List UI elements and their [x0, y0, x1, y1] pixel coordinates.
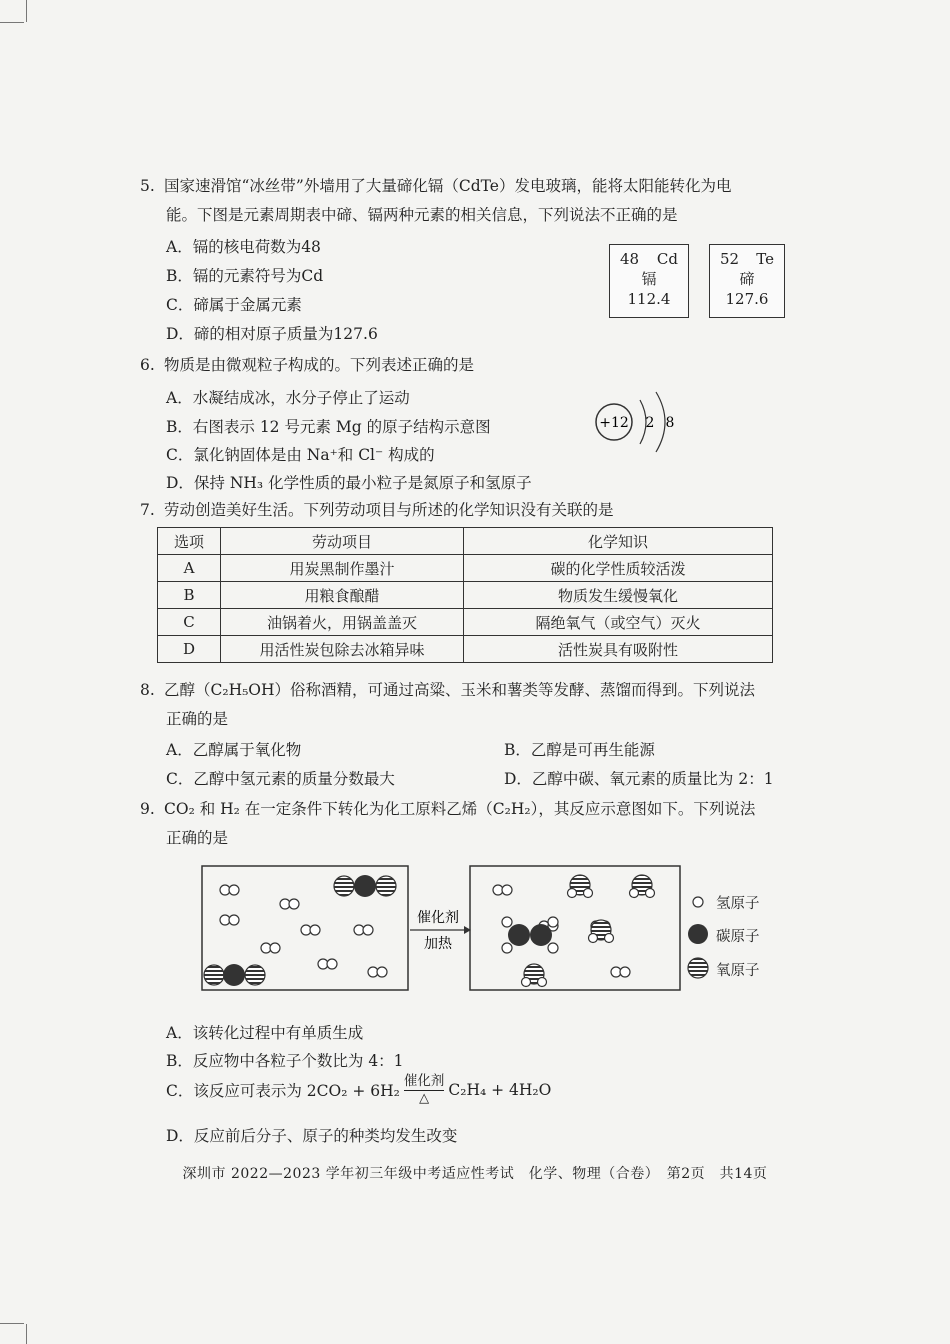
crop-mark: [26, 0, 27, 22]
q5-option-d: D．碲的相对原子质量为127.6: [166, 325, 378, 343]
table-row: [158, 636, 773, 663]
legend-hydrogen-symbol: [693, 897, 703, 907]
table-header: 劳动项目: [221, 528, 464, 555]
question-9-stem-cont: 正确的是: [166, 829, 229, 847]
table-row: [158, 582, 773, 609]
arrow-condition-top: 催化剂: [417, 910, 459, 926]
q5-option-c: C．碲属于金属元素: [166, 296, 302, 314]
q9-option-d: D．反应前后分子、原子的种类均发生改变: [166, 1127, 458, 1145]
table-cell: 活性炭具有吸附性: [464, 636, 773, 663]
q7-table: [157, 527, 773, 663]
atomic-mass: 127.6: [725, 290, 769, 308]
table-cell: B: [158, 582, 221, 609]
q9-option-a: A．该转化过程中有单质生成: [166, 1024, 364, 1042]
legend-carbon-symbol: [688, 924, 708, 944]
element-card-te: [709, 244, 785, 318]
q9-option-c: [166, 1073, 551, 1107]
page-footer: 深圳市 2022—2023 学年初三年级中考适应性考试 化学、物理（合卷） 第2页 共14页: [182, 1166, 768, 1182]
co2-molecule: [204, 964, 265, 986]
q8-option-a: A．乙醇属于氧化物: [166, 741, 302, 759]
q6-option-a: A．水凝结成冰，水分子停止了运动: [166, 389, 410, 407]
table-cell: D: [158, 636, 221, 663]
table-cell: A: [158, 555, 221, 582]
table-header-row: [158, 528, 773, 555]
legend-carbon-label: 碳原子: [716, 929, 760, 945]
condition-heat: △: [419, 1091, 430, 1106]
question-5-stem: 5. 国家速滑馆“冰丝带”外墙用了大量碲化镉（CdTe）发电玻璃，能将太阳能转化为电: [140, 177, 732, 195]
question-8-stem: 8. 乙醇（C₂H₅OH）俗称酒精，可通过高粱、玉米和薯类等发酵、蒸馏而得到。下列说法: [140, 681, 756, 699]
element-name: 镉: [641, 270, 657, 288]
table-row: [158, 609, 773, 636]
atomic-number: 52: [720, 250, 740, 268]
question-6-stem: 6. 物质是由微观粒子构成的。下列表述正确的是: [140, 356, 475, 374]
electron-shell-2: [656, 392, 665, 452]
table-cell: C: [158, 609, 221, 636]
table-row: [158, 555, 773, 582]
q9-option-b: B．反应物中各粒子个数比为 4：1: [166, 1052, 404, 1070]
table-cell: 隔绝氧气（或空气）灭火: [464, 609, 773, 636]
element-name: 碲: [739, 270, 755, 288]
atomic-mass: 112.4: [627, 290, 671, 308]
shell-2-electrons: 8: [665, 415, 675, 431]
question-5-stem-cont: 能。下图是元素周期表中碲、镉两种元素的相关信息，下列说法不正确的是: [166, 206, 678, 224]
c2h4-molecule: [502, 917, 558, 953]
q9-option-c-prefix: C．该反应可表示为 2CO₂ + 6H₂: [166, 1082, 400, 1100]
element-symbol: Te: [756, 250, 774, 268]
element-symbol: Cd: [656, 250, 678, 268]
q8-option-c: C．乙醇中氢元素的质量分数最大: [166, 770, 395, 788]
crop-mark: [26, 1324, 27, 1344]
q6-option-c: C．氯化钠固体是由 Na⁺和 Cl⁻ 构成的: [166, 446, 435, 464]
reaction-condition: [404, 1073, 445, 1107]
table-cell: 用活性炭包除去冰箱异味: [221, 636, 464, 663]
question-8-stem-cont: 正确的是: [166, 710, 229, 728]
nucleus-charge: +12: [599, 415, 629, 431]
legend-oxygen-symbol: [688, 958, 708, 978]
legend-hydrogen-label: 氢原子: [716, 896, 760, 912]
element-card-cd: [609, 244, 689, 318]
mg-atom-structure-diagram: [592, 388, 692, 460]
q5-option-b: B．镉的元素符号为Cd: [166, 267, 324, 285]
q6-option-d: D．保持 NH₃ 化学性质的最小粒子是氮原子和氢原子: [166, 474, 532, 492]
table-cell: 用粮食酿醋: [221, 582, 464, 609]
arrow-condition-bottom: 加热: [424, 936, 452, 952]
table-cell: 物质发生缓慢氧化: [464, 582, 773, 609]
condition-catalyst: 催化剂: [403, 1073, 445, 1089]
h2o-molecule: [568, 875, 593, 898]
table-header: 选项: [158, 528, 221, 555]
h2o-molecule: [630, 875, 655, 898]
q6-option-b: B．右图表示 12 号元素 Mg 的原子结构示意图: [166, 418, 491, 436]
q8-option-d: D．乙醇中碳、氧元素的质量比为 2：1: [504, 770, 774, 788]
reaction-diagram: [196, 862, 776, 1002]
question-7-stem: 7. 劳动创造美好生活。下列劳动项目与所述的化学知识没有关联的是: [140, 501, 614, 519]
table-cell: 碳的化学性质较活泼: [464, 555, 773, 582]
h2o-molecule: [522, 964, 547, 987]
co2-molecule: [334, 875, 396, 897]
q8-option-b: B．乙醇是可再生能源: [504, 741, 655, 759]
table-header: 化学知识: [464, 528, 773, 555]
question-9-stem: 9. CO₂ 和 H₂ 在一定条件下转化为化工原料乙烯（C₂H₂），其反应示意图如下。下列说法: [140, 800, 756, 818]
q9-option-c-suffix: C₂H₄ + 4H₂O: [448, 1081, 552, 1099]
table-cell: 用炭黑制作墨汁: [221, 555, 464, 582]
table-cell: 油锅着火，用锅盖盖灭: [221, 609, 464, 636]
legend-oxygen-label: 氧原子: [716, 963, 760, 979]
crop-mark: [0, 1323, 24, 1324]
q5-option-a: A．镉的核电荷数为48: [166, 238, 321, 256]
crop-mark: [0, 22, 24, 23]
shell-1-electrons: 2: [645, 415, 655, 431]
h2-molecules: [220, 885, 630, 977]
atomic-number: 48: [620, 250, 640, 268]
